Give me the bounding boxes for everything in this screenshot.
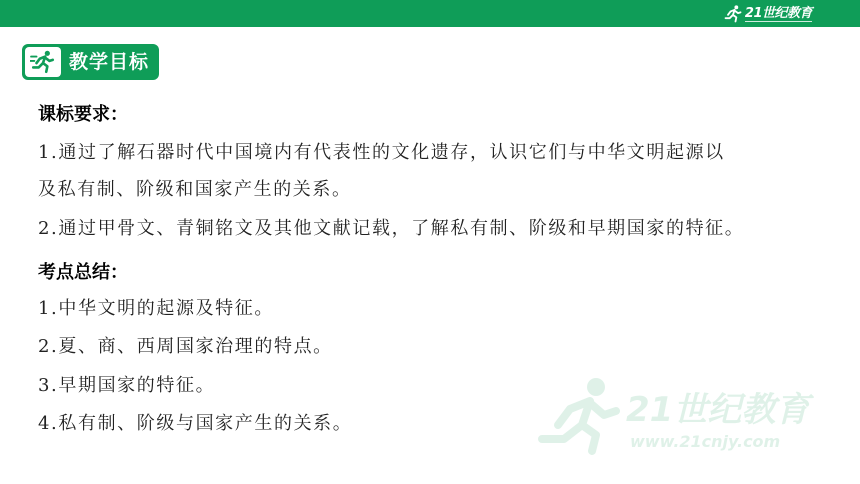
watermark-brand: 21世纪教育 — [626, 390, 810, 430]
key-points-title: 考点总结： — [38, 262, 128, 283]
section-badge — [22, 44, 159, 80]
key-point-item: 3.早期国家的特征。 — [38, 375, 216, 396]
badge-icon-box — [25, 47, 61, 77]
brand-name: 21世纪教育 — [744, 5, 812, 21]
runner-icon — [30, 49, 56, 75]
curriculum-title: 课标要求： — [38, 104, 128, 125]
badge-label: 教学目标 — [69, 51, 150, 73]
runner-icon — [723, 4, 743, 24]
key-point-item: 1.中华文明的起源及特征。 — [38, 298, 274, 319]
curriculum-item: 及私有制、阶级和国家产生的关系。 — [38, 179, 352, 200]
watermark-logo — [530, 375, 820, 455]
top-header-bar — [0, 0, 860, 27]
curriculum-item: 2.通过甲骨文、青铜铭文及其他文献记载，了解私有制、阶级和早期国家的特征。 — [38, 218, 745, 239]
key-point-item: 4.私有制、阶级与国家产生的关系。 — [38, 413, 353, 434]
key-point-item: 2.夏、商、西周国家治理的特点。 — [38, 336, 333, 357]
runner-icon — [542, 378, 616, 451]
curriculum-item: 1.通过了解石器时代中国境内有代表性的文化遗存，认识它们与中华文明起源以 — [38, 142, 725, 163]
watermark-url: www.21cnjy.com — [630, 432, 781, 451]
brand-logo — [723, 4, 812, 24]
